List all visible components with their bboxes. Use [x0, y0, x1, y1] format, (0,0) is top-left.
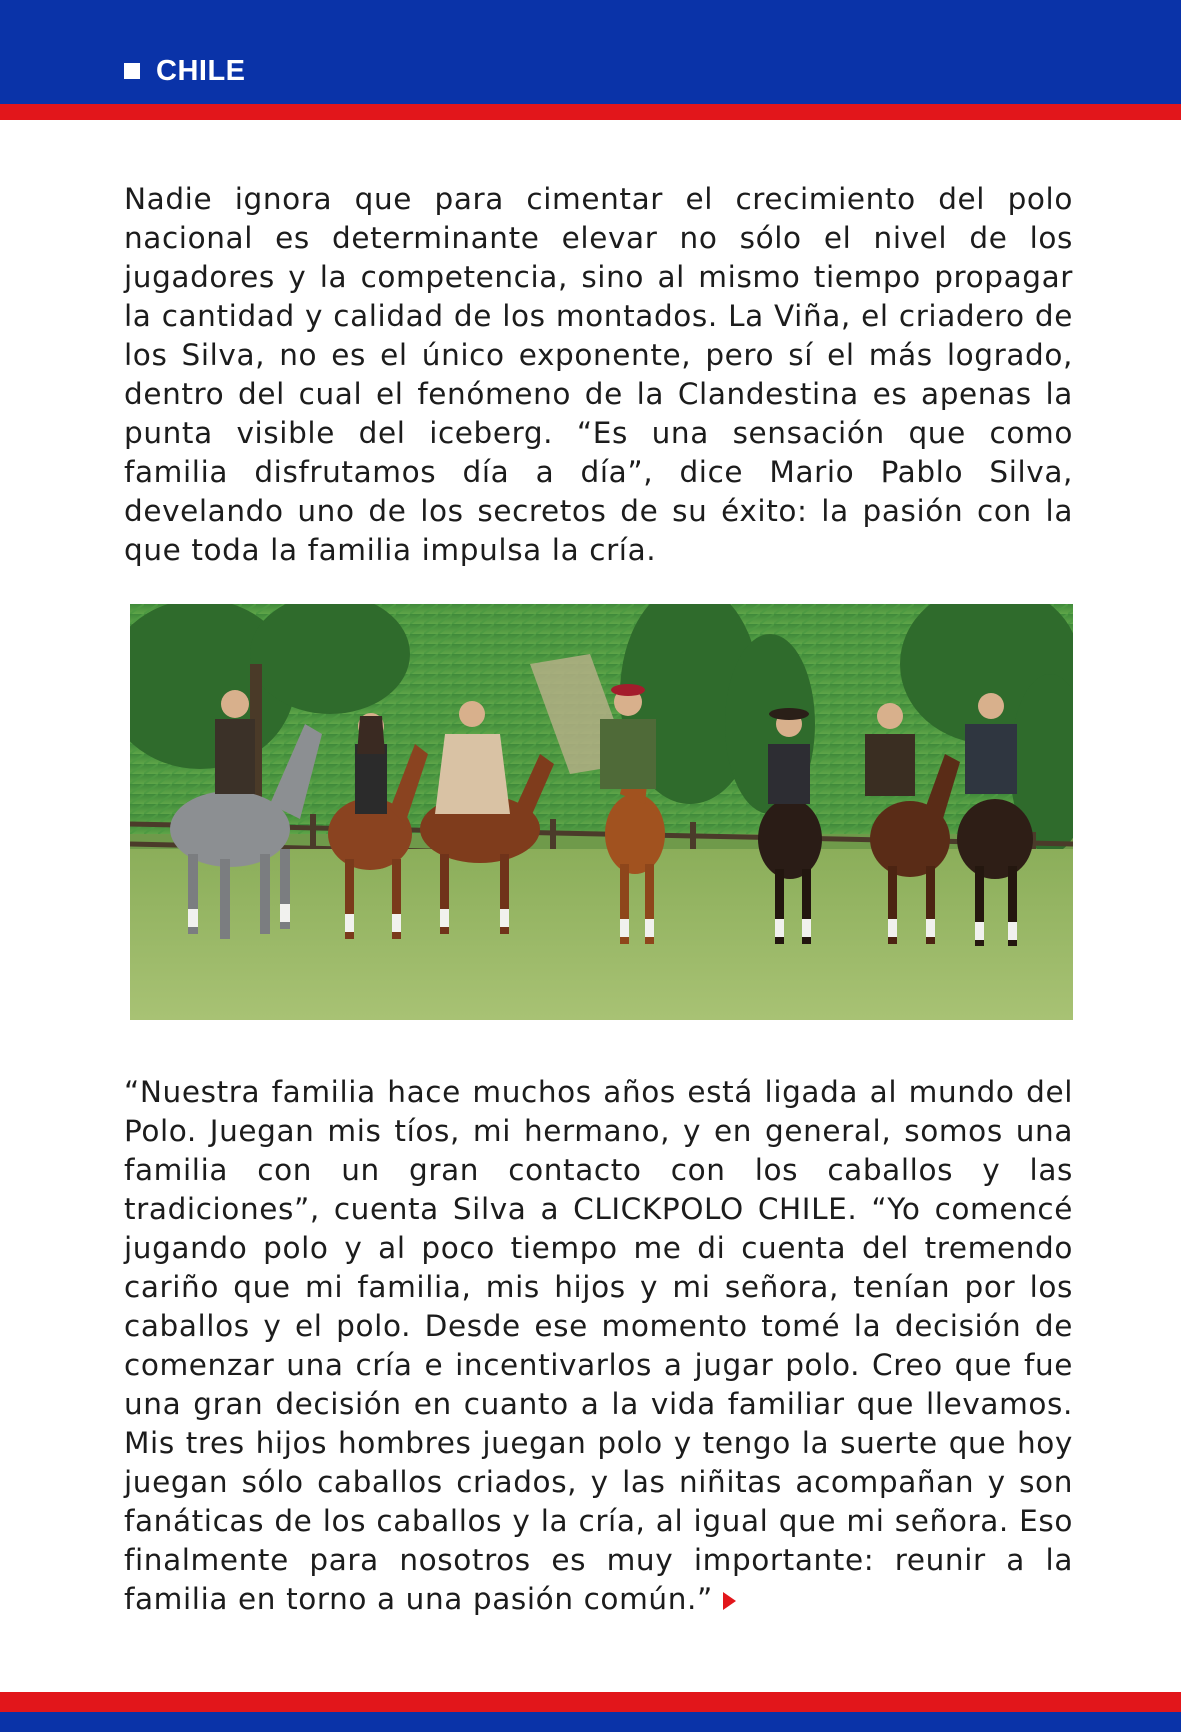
family-on-horseback-photo — [130, 604, 1073, 1020]
paragraph-2-text: “Nuestra familia hace muchos años está ligada al mundo del Polo. Juegan mis tíos, mi hermano, y en general, somos una familia con un gran contacto con los caballos y las tradiciones”, cuenta Silva a CLICKPOLO CHILE. “Yo comencé jugando polo y al poco tiempo me di cuenta del tremendo cariño que mi familia, mis hijos y mi señora, tenían por los caballos y el polo. Desde ese momento tomé la decisión de comenzar una cría e incentivarlos a jugar polo. Creo que fue una gran decisión en cuanto a la vida familiar que llevamos. Mis tres hijos hombres juegan polo y tengo la suerte que hoy juegan sólo caballos criados, y las niñitas acompañan y son fanáticas de los caballos y la cría, al igual que mi señora. Eso finalmente para nosotros es muy importante: reunir a la familia en torno a una pasión común.” — [124, 1075, 1073, 1616]
header-red-stripe — [0, 104, 1181, 120]
paragraph-1-text: Nadie ignora que para cimentar el crecimiento del polo nacional es determinante elevar no sólo el nivel de los jugadores y la competencia, sino al mismo tiempo propagar la cantidad y calidad de los montados. La Viña, el criadero de los Silva, no es el único exponente, pero sí el más logrado, dentro del cual el fenómeno de la Clandestina es apenas la punta visible del iceberg. “Es una sensación que como familia disfrutamos día a día”, dice Mario Pablo Silva, develando uno de los secretos de su éxito: la pasión con la que toda la familia impulsa la cría. — [124, 182, 1073, 567]
footer-band — [0, 1712, 1181, 1732]
article-paragraph-1 — [124, 180, 1073, 570]
section-label: CHILE — [156, 55, 246, 87]
footer-red-stripe — [0, 1692, 1181, 1712]
section-square-icon — [124, 63, 140, 79]
article-paragraph-2 — [124, 1073, 1073, 1619]
end-of-article-triangle-icon — [723, 1592, 736, 1610]
